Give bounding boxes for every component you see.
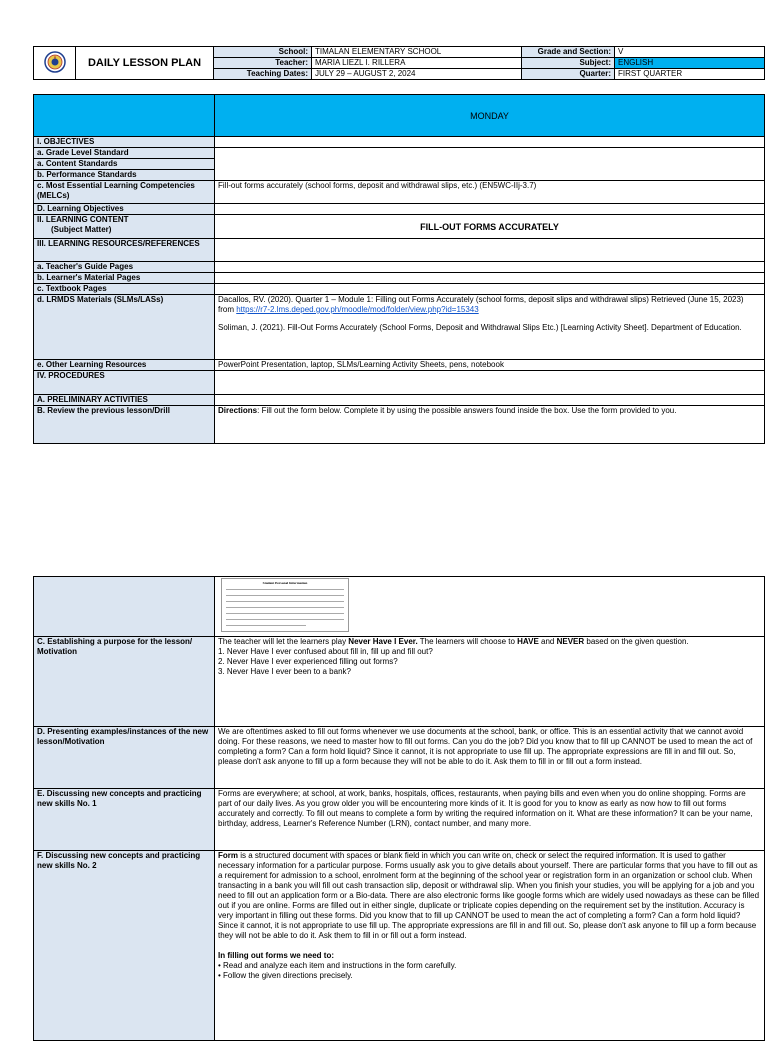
d-value: We are oftentimes asked to fill out forms whenever we use documents at the school, bank, or office. This is an essential activity that we cannot avoid doing. For these reasons, we need to master how to fill out forms. Can you do the job? Did you know that to fill up CANNOT be used to mean the act of completing a form? Can a form hold liquid? Since it cannot, it is not appropriate to use fill up. The appropriate expressions are fill in and fill out. So, please don't ask anyone to fill up a form because they will not be able to do it. Ask them to fill in or fill out a form instead. bbox=[215, 727, 765, 789]
review-label: B. Review the previous lesson/Drill bbox=[34, 406, 215, 444]
student-form-title: Student Personal Information bbox=[262, 581, 308, 585]
day-heading: MONDAY bbox=[215, 95, 765, 137]
c-bold3: NEVER bbox=[556, 637, 585, 646]
lrmds-label: d. LRMDS Materials (SLMs/LASs) bbox=[34, 295, 215, 360]
subject-value: ENGLISH bbox=[615, 58, 765, 69]
e-value: Forms are everywhere; at school, at work, banks, hospitals, offices, restaurants, when paying bills and even when you do online shopping. Forms are part of our daily lives. As you grow older you will be encountering more kinds of it. It is good for you to know as early as now how to fill out forms accurately and correctly. To fill out means to complete a form by writing the required information on it. What are these information? It can be your name, birthday, address, Learner's Reference Number (LRN), contact number, and many more. bbox=[215, 789, 765, 851]
subject-label: Subject: bbox=[522, 58, 615, 69]
header-table bbox=[33, 46, 765, 80]
c-question-1: 1. Never Have I ever confused about fill in, fill up and fill out? bbox=[218, 647, 433, 656]
objectives-label: I. OBJECTIVES bbox=[34, 137, 215, 148]
teacher-value: MARIA LIEZL I. RILLERA bbox=[312, 58, 522, 69]
page-title: DAILY LESSON PLAN bbox=[76, 47, 214, 80]
f-text: is a structured document with spaces or blank field in which you can write on, check or select the required information. It is used to gather necessary information for a particular purpose. Forms usually ask you to give details about yourself. There are particular forms that you have to fill out as a requirement for admission to a school, enrolment form at the beginning of the school year or registration form in an organization or school club. When transacting in a bank you will fill out cash transaction slip, deposit or withdrawal slip. When you finish your studies, you will be applying for a job and you need to fill out an application form or a Bio-data. There are also electronic forms like google forms which are widely used nowadays as these can be filled out if you are online. Forms are filled out in either single, duplicate or triplicate copies depending on the requirement set by the institution. Accuracy is very important in filling out these forms. Did you know that to fill up CANNOT be used to mean the act of completing a form? Can a form hold liquid? Since it cannot, it is not appropriate to use fill up. The appropriate expressions are fill in and fill out. So, please don't ask anyone to fill up a form because they will not be able to do it. Ask them to fill in or fill out a form instead. bbox=[218, 851, 760, 940]
c-text4: based on the given question. bbox=[584, 637, 689, 646]
procedures-value bbox=[215, 371, 765, 395]
c-text3: and bbox=[538, 637, 557, 646]
c-value bbox=[215, 637, 765, 727]
other-label: e. Other Learning Resources bbox=[34, 360, 215, 371]
grade-label: Grade and Section: bbox=[522, 47, 615, 58]
f-bullet-2: • Follow the given directions precisely. bbox=[218, 971, 353, 980]
standards-value bbox=[215, 148, 765, 181]
perf-std-label: b. Performance Standards bbox=[34, 170, 215, 181]
tg-label: a. Teacher's Guide Pages bbox=[34, 262, 215, 273]
school-value: TIMALAN ELEMENTARY SCHOOL bbox=[312, 47, 522, 58]
resources-value bbox=[215, 239, 765, 262]
teacher-label: Teacher: bbox=[214, 58, 312, 69]
review-dir-text: : Fill out the form below. Complete it by using the possible answers found inside the box. Use the form provided to you. bbox=[257, 406, 677, 415]
lrmds-ref2: Soliman, J. (2021). Fill-Out Forms Accurately (School Forms, Deposit and Withdrawal Slips Etc.) [Learning Activity Sheet]. Department of Education. bbox=[218, 323, 742, 332]
lrmds-link[interactable]: https://r7-2.lms.deped.gov.ph/moodle/mod/folder/view.php?id=15343 bbox=[236, 305, 479, 314]
content-label-line1: II. LEARNING CONTENT bbox=[37, 215, 129, 224]
content-label bbox=[34, 215, 215, 239]
content-value: FILL-OUT FORMS ACCURATELY bbox=[215, 215, 765, 239]
form-image-cell bbox=[215, 577, 765, 637]
procedures-label: IV. PROCEDURES bbox=[34, 371, 215, 395]
c-label: C. Establishing a purpose for the lesson/ Motivation bbox=[34, 637, 215, 727]
lesson-table-page2 bbox=[33, 576, 765, 1041]
logo-cell bbox=[34, 47, 76, 80]
c-bold2: HAVE bbox=[517, 637, 539, 646]
prelim-value bbox=[215, 395, 765, 406]
melcs-label: c. Most Essential Learning Competencies (MELCs) bbox=[34, 181, 215, 204]
f-bullet-1: • Read and analyze each item and instructions in the form carefully. bbox=[218, 961, 457, 970]
f-value bbox=[215, 851, 765, 1041]
other-value: PowerPoint Presentation, laptop, SLMs/Learning Activity Sheets, pens, notebook bbox=[215, 360, 765, 371]
lm-value bbox=[215, 273, 765, 284]
student-form-image bbox=[221, 578, 349, 632]
deped-seal-icon bbox=[44, 51, 66, 73]
melcs-value: Fill-out forms accurately (school forms, deposit and withdrawal slips, etc.) (EN5WC-IIj-3.7) bbox=[215, 181, 765, 204]
textbook-value bbox=[215, 284, 765, 295]
f-label: F. Discussing new concepts and practicing new skills No. 2 bbox=[34, 851, 215, 1041]
review-value bbox=[215, 406, 765, 444]
c-text1: The teacher will let the learners play bbox=[218, 637, 349, 646]
review-dir-label: Directions bbox=[218, 406, 258, 415]
lm-label: b. Learner's Material Pages bbox=[34, 273, 215, 284]
quarter-label: Quarter: bbox=[522, 69, 615, 80]
textbook-label: c. Textbook Pages bbox=[34, 284, 215, 295]
dates-label: Teaching Dates: bbox=[214, 69, 312, 80]
lrmds-ref1: Dacallos, RV. (2020). Quarter 1 – Module 1: Filling out Forms Accurately (school forms, deposit slips and withdrawal slips) Retrieved (June 15, 2023) from bbox=[218, 295, 744, 314]
form-image-label bbox=[34, 577, 215, 637]
tg-value bbox=[215, 262, 765, 273]
content-std-label: a. Content Standards bbox=[34, 159, 215, 170]
c-text2: The learners will choose to bbox=[417, 637, 518, 646]
c-question-3: 3. Never Have I ever been to a bank? bbox=[218, 667, 351, 676]
school-label: School: bbox=[214, 47, 312, 58]
learning-obj-value bbox=[215, 204, 765, 215]
lrmds-value bbox=[215, 295, 765, 360]
c-bold1: Never Have I Ever. bbox=[348, 637, 418, 646]
grade-std-label: a. Grade Level Standard bbox=[34, 148, 215, 159]
d-label: D. Presenting examples/instances of the new lesson/Motivation bbox=[34, 727, 215, 789]
e-label: E. Discussing new concepts and practicing new skills No. 1 bbox=[34, 789, 215, 851]
f-bold: Form bbox=[218, 851, 238, 860]
dates-value: JULY 29 – AUGUST 2, 2024 bbox=[312, 69, 522, 80]
c-question-2: 2. Never Have I ever experienced filling out forms? bbox=[218, 657, 398, 666]
content-label-line2: (Subject Matter) bbox=[51, 225, 112, 234]
learning-obj-label: D. Learning Objectives bbox=[34, 204, 215, 215]
f-subheading: In filling out forms we need to: bbox=[218, 951, 334, 960]
quarter-value: FIRST QUARTER bbox=[615, 69, 765, 80]
corner-cell bbox=[34, 95, 215, 137]
objectives-value bbox=[215, 137, 765, 148]
grade-value: V bbox=[615, 47, 765, 58]
lesson-table bbox=[33, 94, 765, 444]
resources-label: III. LEARNING RESOURCES/REFERENCES bbox=[34, 239, 215, 262]
prelim-label: A. PRELIMINARY ACTIVITIES bbox=[34, 395, 215, 406]
